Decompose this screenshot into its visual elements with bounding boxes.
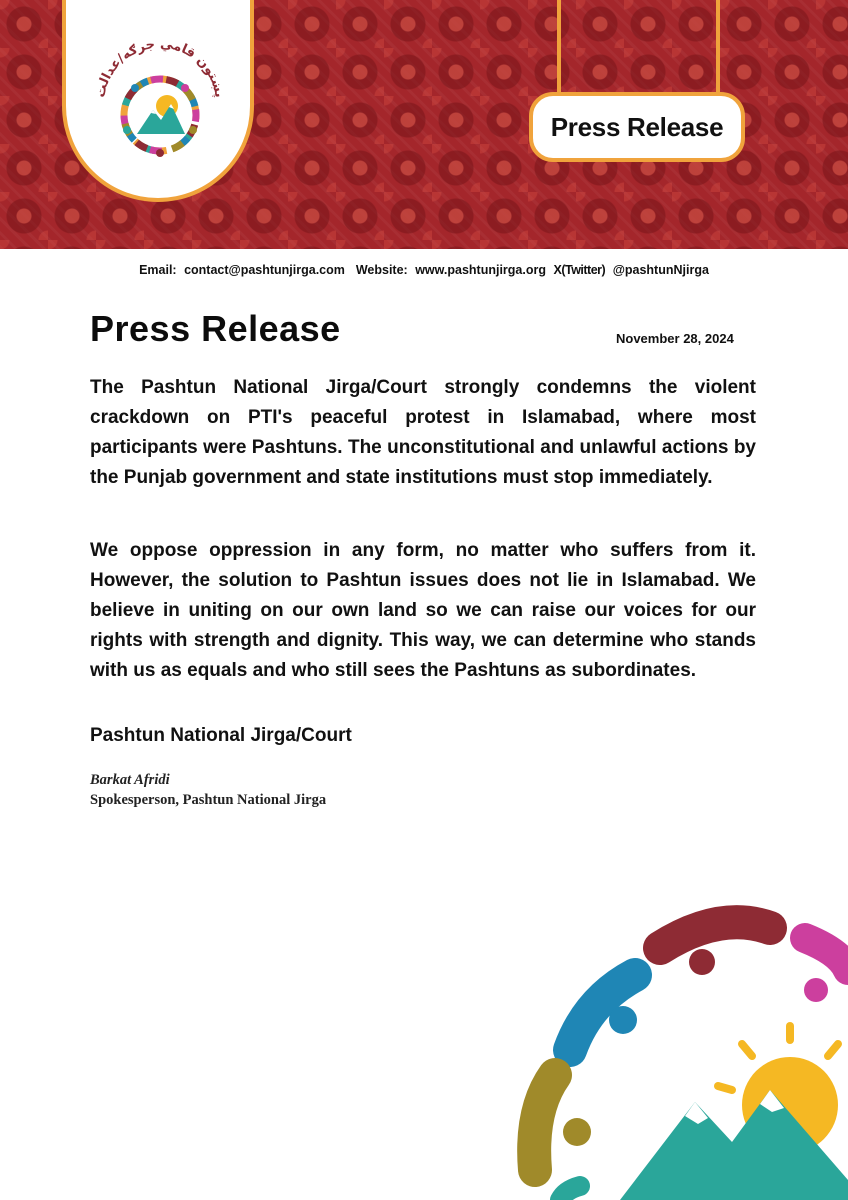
email-link[interactable]: contact@pashtunjirga.com (184, 263, 345, 277)
twitter-handle-link[interactable]: @pashtunNjirga (612, 263, 709, 277)
press-release-badge: Press Release (529, 92, 745, 162)
website-label: Website: (355, 263, 408, 277)
organization-name: Pashtun National Jirga/Court (90, 725, 352, 746)
twitter-label: X(Twitter) (553, 263, 606, 277)
sun-mountain-icon (137, 95, 185, 134)
signer-role: Spokesperson, Pashtun National Jirga (90, 792, 327, 808)
ring-figures-icon (109, 64, 210, 165)
jirga-logo (85, 30, 235, 170)
contact-line (0, 263, 848, 277)
page-title: Press Release (90, 308, 341, 349)
release-date: November 28, 2024 (616, 331, 734, 346)
email-label: Email: (139, 263, 177, 277)
badge-string-left (557, 0, 561, 100)
website-link[interactable]: www.pashtunjirga.org (415, 263, 546, 277)
logo-arc-text: پښتون قامي جرګه/عدالت (93, 36, 227, 99)
signer-name: Barkat Afridi (90, 772, 170, 788)
body-paragraph-1: The Pashtun National Jirga/Court strongly condemns the violent crackdown on PTI's peaceful protest in Islamabad, where most participants were Pashtuns. The unconstitutional and unlawful actions by the Punjab government and state institutions must stop immediately. (90, 377, 756, 488)
badge-string-right (716, 0, 720, 100)
body-paragraph-2: We oppose oppression in any form, no matter who suffers from it. However, the solution to Pashtun issues does not lie in Islamabad. We believe in uniting on our own land so we can raise our voices for our rights with strength and dignity. This way, we can determine who stands with us as equals and who still sees the Pashtuns as subordinates. (90, 540, 756, 681)
corner-logo-graphic (470, 890, 848, 1200)
